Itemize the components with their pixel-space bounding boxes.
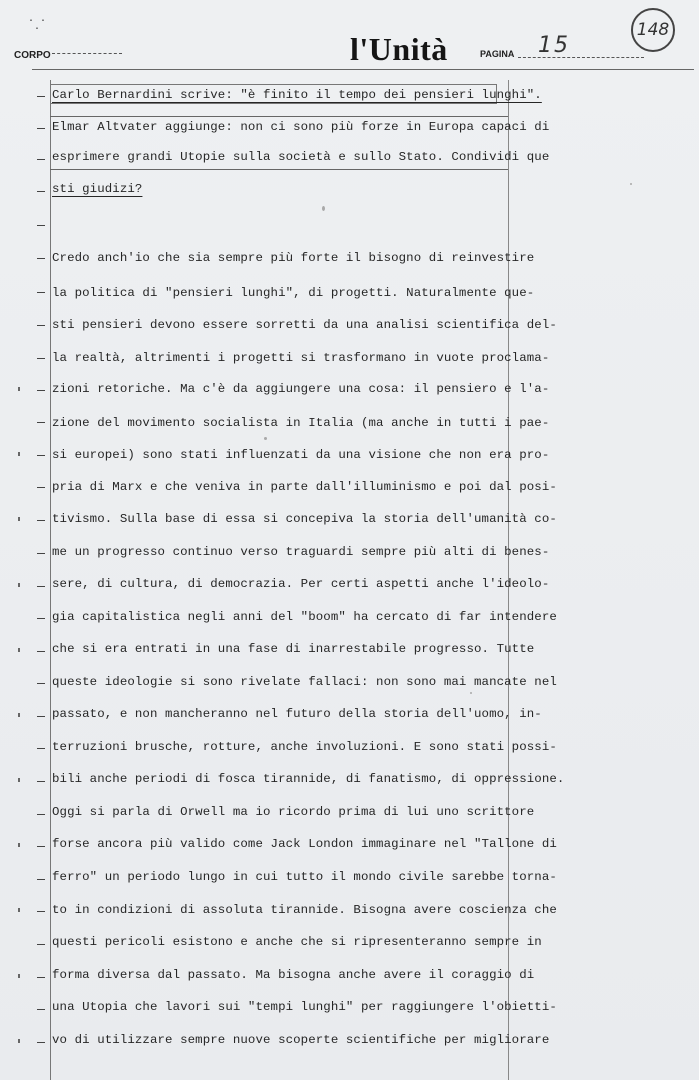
margin-dot [18,713,20,717]
answer-line: la realtà, altrimenti i progetti si trasformano in vuote proclama- [52,351,550,365]
margin-tick [37,944,45,945]
margin-dot [18,648,20,652]
margin-tick [37,911,45,912]
scan-speck [264,437,267,440]
margin-tick [37,358,45,359]
margin-tick [37,225,45,226]
answer-line: queste ideologie si sono rivelate fallaci: non sono mai mancate nel [52,675,557,689]
margin-tick [37,487,45,488]
margin-tick [37,520,45,521]
margin-tick [37,748,45,749]
answer-line: gia capitalistica negli anni del "boom" ha cercato di far intendere [52,610,557,624]
margin-tick [37,651,45,652]
circled-sheet-number: 148 [631,8,675,52]
corpo-label: CORPO [14,50,51,61]
answer-line: forse ancora più valido come Jack London immaginare nel "Tallone di [52,837,557,851]
answer-line: che si era entrati in una fase di inarrestabile progresso. Tutte [52,642,535,656]
margin-tick [37,258,45,259]
answer-line: zione del movimento socialista in Italia (ma anche in tutti i pae- [52,416,550,430]
answer-line: bili anche periodi di fosca tirannide, di fanatismo, di oppressione. [52,772,565,786]
margin-tick [37,879,45,880]
question-line: Carlo Bernardini scrive: "è finito il tempo dei pensieri lunghi". [52,88,542,102]
answer-line: terruzioni brusche, rotture, anche involuzioni. E sono stati possi- [52,740,557,754]
margin-tick [37,846,45,847]
answer-line: una Utopia che lavori sui "tempi lunghi" per raggiungere l'obietti- [52,1000,557,1014]
corpo-dashed-field [52,53,122,54]
answer-line: sti pensieri devono essere sorretti da una analisi scientifica del- [52,318,557,332]
margin-tick [37,292,45,293]
margin-tick [37,553,45,554]
question-line: esprimere grandi Utopie sulla società e sullo Stato. Condividi que [52,150,550,164]
margin-dot [18,517,20,521]
margin-tick [37,683,45,684]
answer-line: Credo anch'io che sia sempre più forte il bisogno di reinvestire [52,251,535,265]
margin-tick [37,1042,45,1043]
left-margin-rule [50,80,51,1080]
margin-tick [37,191,45,192]
answer-line: passato, e non mancheranno nel futuro della storia dell'uomo, in- [52,707,542,721]
answer-line: me un progresso continuo verso traguardi sempre più alti di benes- [52,545,550,559]
header-rule [32,69,694,70]
margin-dot [18,778,20,782]
margin-tick [37,618,45,619]
answer-line: zioni retoriche. Ma c'è da aggiungere una cosa: il pensiero e l'a- [52,382,550,396]
question-line: Elmar Altvater aggiunge: non ci sono più forze in Europa capaci di [52,120,550,134]
margin-tick [37,128,45,129]
answer-line: vo di utilizzare sempre nuove scoperte scientifiche per migliorare [52,1033,550,1047]
margin-dot [18,583,20,587]
margin-dot [18,1039,20,1043]
answer-line: to in condizioni di assoluta tirannide. Bisogna avere coscienza che [52,903,557,917]
answer-line: ferro" un periodo lungo in cui tutto il mondo civile sarebbe torna- [52,870,557,884]
margin-tick [37,96,45,97]
answer-line: forma diversa dal passato. Ma bisogna anche avere il coraggio di [52,968,535,982]
question-line: sti giudizi? [52,182,143,196]
pagina-dashed-field [518,57,644,58]
margin-tick [37,455,45,456]
margin-tick [37,781,45,782]
margin-dot [18,908,20,912]
margin-tick [37,716,45,717]
answer-line: la politica di "pensieri lunghi", di progetti. Naturalmente que- [52,286,535,300]
scan-speck [470,692,472,694]
scan-speck [630,183,632,185]
margin-tick [37,159,45,160]
answer-line: Oggi si parla di Orwell ma io ricordo prima di lui uno scrittore [52,805,535,819]
pagina-label: PAGINA [480,49,515,59]
margin-tick [37,1009,45,1010]
answer-line: questi pericoli esistono e anche che si ripresenteranno sempre in [52,935,542,949]
margin-tick [37,390,45,391]
answer-line: si europei) sono stati influenzati da una visione che non era pro- [52,448,550,462]
margin-dot [18,974,20,978]
punch-marks: · · · [28,16,47,35]
margin-tick [37,325,45,326]
answer-line: sere, di cultura, di democrazia. Per certi aspetti anche l'ideolo- [52,577,550,591]
margin-tick [37,977,45,978]
margin-dot [18,387,20,391]
answer-line: pria di Marx e che veniva in parte dall'illuminismo e poi dal posi- [52,480,557,494]
margin-tick [37,586,45,587]
margin-dot [18,843,20,847]
margin-tick [37,814,45,815]
scan-speck [322,206,325,211]
margin-tick [37,422,45,423]
handwritten-page-number: 15 [538,33,570,58]
newspaper-masthead: l'Unità [350,31,448,67]
margin-dot [18,452,20,456]
answer-line: tivismo. Sulla base di essa si concepiva la storia dell'umanità co- [52,512,557,526]
